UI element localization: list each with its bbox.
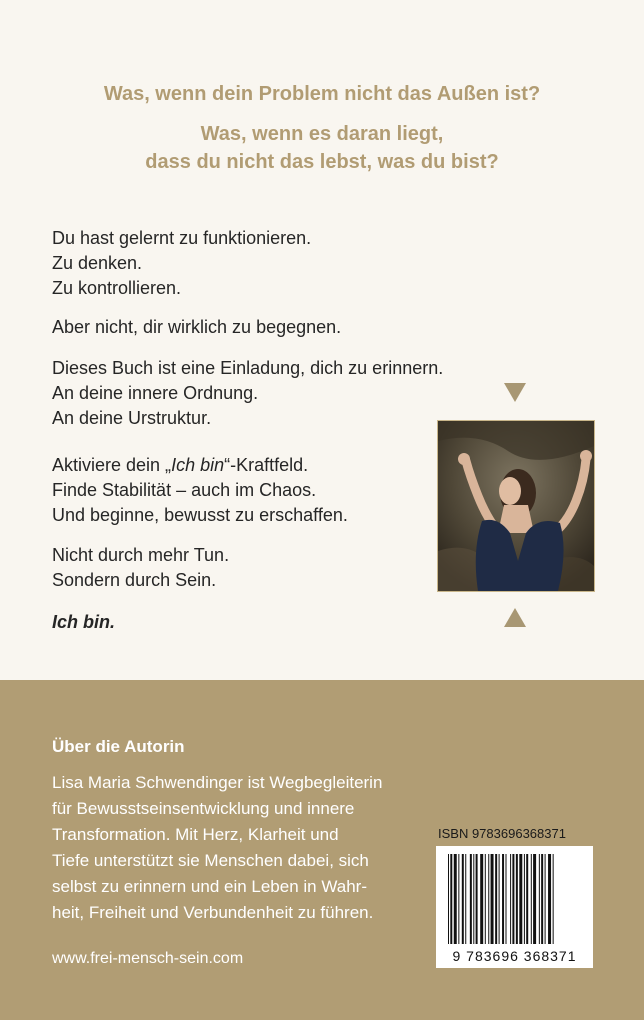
paragraph-2 <box>52 315 452 340</box>
paragraph-4 <box>52 453 452 528</box>
barcode-bar <box>448 854 449 944</box>
barcode-bar <box>541 854 543 944</box>
barcode-bar <box>485 854 486 944</box>
barcode-bar <box>510 854 511 944</box>
text-line: Du hast gelernt zu funktionieren. <box>52 228 312 248</box>
barcode-bar <box>476 854 478 944</box>
paragraph-5 <box>52 543 452 593</box>
text-line: Finde Stabilität – auch im Chaos. <box>52 480 317 500</box>
text-line: Nicht durch mehr Tun. <box>52 545 230 565</box>
barcode-bar <box>526 854 528 944</box>
barcode-bar <box>539 854 540 944</box>
isbn-barcode <box>436 846 593 968</box>
bio-line: für Bewusstseinsentwicklung und innere <box>52 799 355 818</box>
barcode-bar <box>454 854 457 944</box>
barcode-bar <box>531 854 532 944</box>
author-photo-illustration <box>438 421 594 591</box>
barcode-bar <box>545 854 546 944</box>
barcode-bar <box>506 854 507 944</box>
barcode-bar <box>473 854 474 944</box>
text-fragment: Aktiviere dein „ <box>52 455 172 475</box>
bio-line: heit, Freiheit und Verbundenheit zu führen. <box>52 903 374 922</box>
about-author-heading: Über die Autorin <box>52 737 185 756</box>
barcode-bar <box>470 854 472 944</box>
barcode-digits: 9 783696 368371 <box>452 948 577 964</box>
barcode-bar <box>488 854 489 944</box>
triangle-down-icon <box>504 383 526 402</box>
bio-line: Tiefe unterstützt sie Menschen dabei, sich <box>52 851 369 870</box>
text-line <box>52 453 452 478</box>
text-line: Und beginne, bewusst zu erschaffen. <box>52 505 348 525</box>
barcode-bar <box>533 854 536 944</box>
barcode-bar <box>519 854 522 944</box>
question-2-line-2: dass du nicht das lebst, was du bist? <box>145 151 499 173</box>
website-link[interactable]: www.frei-mensch-sein.com <box>52 950 244 967</box>
text-line: Dieses Buch ist eine Einladung, dich zu erinnern. <box>52 358 444 378</box>
paragraph-3 <box>52 356 452 431</box>
barcode-bar <box>458 854 459 944</box>
barcode-bar <box>450 854 452 944</box>
question-1: Was, wenn dein Problem nicht das Außen ist? <box>103 83 541 105</box>
barcode-bar <box>548 854 551 944</box>
barcode-bar <box>524 854 525 944</box>
bio-line: Lisa Maria Schwendinger ist Wegbegleiterin <box>52 773 383 792</box>
text-line: An deine innere Ordnung. <box>52 383 259 403</box>
barcode-bar <box>480 854 483 944</box>
bio-line: Transformation. Mit Herz, Klarheit und <box>52 825 339 844</box>
text-line: An deine Urstruktur. <box>52 408 212 428</box>
triangle-up-icon <box>504 608 526 627</box>
text-line: Zu kontrollieren. <box>52 278 182 298</box>
barcode-bar <box>502 854 504 944</box>
author-photo <box>437 420 595 592</box>
barcode-bar <box>462 854 464 944</box>
ich-bin-italic: Ich bin <box>171 455 225 475</box>
barcode-bar <box>465 854 466 944</box>
closing-line: Ich bin. <box>52 612 115 632</box>
barcode-bar <box>553 854 554 944</box>
question-2-line-1: Was, wenn es daran liegt, <box>200 123 444 145</box>
author-bio <box>52 770 412 926</box>
paragraph-1 <box>52 226 452 301</box>
text-line: Zu denken. <box>52 253 143 273</box>
text-line: Aber nicht, dir wirklich zu begegnen. <box>52 317 342 337</box>
text-fragment: “-Kraftfeld. <box>224 455 309 475</box>
barcode-bar <box>495 854 497 944</box>
barcode-bar <box>512 854 514 944</box>
isbn-label: ISBN 9783696368371 <box>438 826 566 841</box>
text-line: Sondern durch Sein. <box>52 570 217 590</box>
barcode-bar <box>516 854 518 944</box>
bio-line: selbst zu erinnern und ein Leben in Wahr- <box>52 877 367 896</box>
barcode-bar <box>499 854 500 944</box>
barcode-bar <box>491 854 494 944</box>
